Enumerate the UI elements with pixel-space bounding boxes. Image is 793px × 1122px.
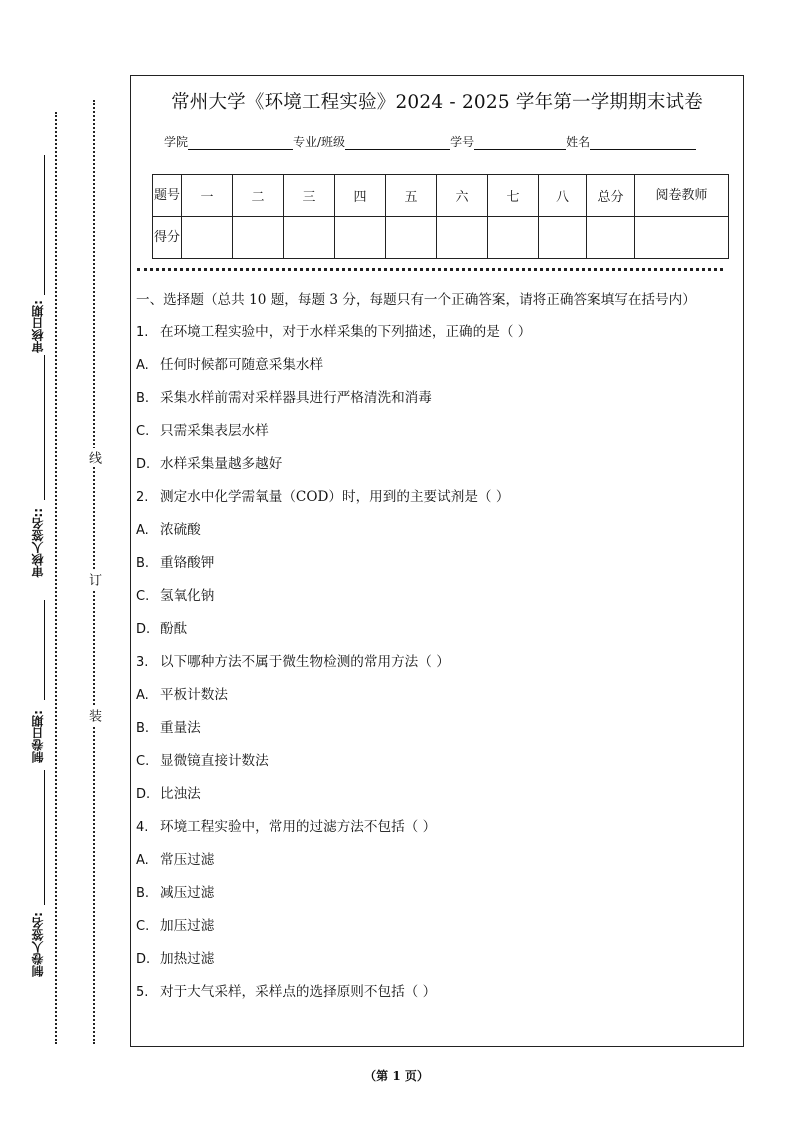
option-text: 重铬酸钾 xyxy=(160,555,215,571)
option-text: 任何时候都可随意采集水样 xyxy=(160,357,324,373)
answer-option[interactable] xyxy=(136,514,735,547)
option-text: 酚酞 xyxy=(160,621,188,637)
option-text: 常压过滤 xyxy=(160,852,215,868)
questions-content xyxy=(136,289,735,1009)
college-label: 学院 xyxy=(164,135,189,149)
answer-option[interactable] xyxy=(136,448,735,481)
binding-char-line: 线 xyxy=(86,448,100,467)
exam-frame xyxy=(130,75,744,1047)
question-number: 1. xyxy=(136,325,149,340)
option-key: D. xyxy=(136,622,151,637)
score-cell-8[interactable] xyxy=(539,217,587,259)
option-text: 氢氧化钠 xyxy=(160,588,215,604)
answer-option[interactable] xyxy=(136,349,735,382)
option-text: 重量法 xyxy=(160,720,201,736)
row-head-question-number: 题号 xyxy=(153,175,182,217)
option-key: C. xyxy=(136,754,150,769)
question-number: 5. xyxy=(136,985,149,1000)
reviewer-sign-underline[interactable] xyxy=(44,355,45,500)
prepare-date-underline[interactable] xyxy=(44,600,45,700)
option-text: 只需采集表层水样 xyxy=(160,423,269,439)
header-separator xyxy=(137,268,723,271)
col-1: 一 xyxy=(182,175,233,217)
question-text: 以下哪种方法不属于微生物检测的常用方法（ ） xyxy=(160,654,450,670)
option-key: C. xyxy=(136,589,150,604)
reviewer-sign-label: 审核人签名:: xyxy=(31,508,45,578)
score-cell-5[interactable] xyxy=(386,217,437,259)
col-3: 三 xyxy=(284,175,335,217)
question-number: 4. xyxy=(136,820,149,835)
exam-title: 常州大学《环境工程实验》2024 - 2025 学年第一学期期末试卷 xyxy=(171,92,703,113)
option-key: A. xyxy=(136,853,149,868)
option-text: 平板计数法 xyxy=(160,687,228,703)
answer-option[interactable] xyxy=(136,778,735,811)
question-text: 在环境工程实验中，对于水样采集的下列描述，正确的是（ ） xyxy=(160,324,532,340)
question-text: 测定水中化学需氧量（COD）时，用到的主要试剂是（ ） xyxy=(160,489,510,505)
col-7: 七 xyxy=(488,175,539,217)
option-text: 水样采集量越多越好 xyxy=(160,456,283,472)
answer-option[interactable] xyxy=(136,547,735,580)
col-5: 五 xyxy=(386,175,437,217)
option-text: 显微镜直接计数法 xyxy=(160,753,269,769)
answer-option[interactable] xyxy=(136,712,735,745)
col-total: 总分 xyxy=(587,175,635,217)
score-cell-2[interactable] xyxy=(233,217,284,259)
answer-option[interactable] xyxy=(136,844,735,877)
answer-option[interactable] xyxy=(136,613,735,646)
name-label: 姓名 xyxy=(566,135,591,149)
option-text: 减压过滤 xyxy=(160,885,215,901)
page-number: （第 1 页） xyxy=(364,1069,429,1083)
question-list xyxy=(136,316,735,1009)
student-id-label: 学号 xyxy=(450,135,475,149)
major-field[interactable] xyxy=(345,136,450,150)
question-stem xyxy=(136,811,735,844)
score-cell-4[interactable] xyxy=(335,217,386,259)
preparer-sign-underline[interactable] xyxy=(44,770,45,905)
question-stem xyxy=(136,976,735,1009)
score-cell-1[interactable] xyxy=(182,217,233,259)
answer-option[interactable] xyxy=(136,382,735,415)
question-stem xyxy=(136,316,735,349)
major-label: 专业/班级 xyxy=(293,135,346,149)
option-key: D. xyxy=(136,952,151,967)
col-8: 八 xyxy=(539,175,587,217)
option-key: A. xyxy=(136,358,149,373)
score-cell-6[interactable] xyxy=(437,217,488,259)
student-id-field[interactable] xyxy=(474,136,566,150)
review-date-label: 审核日期: xyxy=(31,300,45,353)
row-head-score: 得分 xyxy=(153,217,182,259)
section-heading: 一、选择题（总共 10 题，每题 3 分，每题只有一个正确答案，请将正确答案填写在括号内） xyxy=(136,292,696,308)
option-key: D. xyxy=(136,787,151,802)
option-text: 加热过滤 xyxy=(160,951,215,967)
option-text: 加压过滤 xyxy=(160,918,215,934)
option-key: B. xyxy=(136,556,150,571)
answer-option[interactable] xyxy=(136,910,735,943)
prepare-date-label: 制卷日期: xyxy=(31,710,45,763)
question-stem xyxy=(136,481,735,514)
review-date-underline[interactable] xyxy=(44,155,45,295)
option-text: 采集水样前需对采样器具进行严格清洗和消毒 xyxy=(160,390,432,406)
binding-char-bind: 订 xyxy=(86,570,100,589)
answer-option[interactable] xyxy=(136,580,735,613)
col-grader: 阅卷教师 xyxy=(635,175,729,217)
col-4: 四 xyxy=(335,175,386,217)
preparer-sign-label: 制卷人签名: xyxy=(31,912,45,977)
student-info-row xyxy=(164,133,696,150)
answer-option[interactable] xyxy=(136,877,735,910)
option-key: D. xyxy=(136,457,151,472)
answer-option[interactable] xyxy=(136,415,735,448)
col-6: 六 xyxy=(437,175,488,217)
option-text: 浓硫酸 xyxy=(160,522,201,538)
option-key: B. xyxy=(136,391,150,406)
option-key: C. xyxy=(136,919,150,934)
question-text: 对于大气采样，采样点的选择原则不包括（ ） xyxy=(160,984,437,1000)
question-stem xyxy=(136,646,735,679)
option-key: A. xyxy=(136,688,149,703)
name-field[interactable] xyxy=(590,136,696,150)
answer-option[interactable] xyxy=(136,943,735,976)
score-cell-total[interactable] xyxy=(587,217,635,259)
question-text: 环境工程实验中，常用的过滤方法不包括（ ） xyxy=(160,819,437,835)
option-key: B. xyxy=(136,721,150,736)
question-number: 2. xyxy=(136,490,149,505)
score-cell-7[interactable] xyxy=(488,217,539,259)
option-key: C. xyxy=(136,424,150,439)
score-table xyxy=(152,174,729,259)
option-text: 比浊法 xyxy=(160,786,201,802)
question-number: 3. xyxy=(136,655,149,670)
score-cell-3[interactable] xyxy=(284,217,335,259)
left-dotted-line xyxy=(55,112,57,1044)
score-cell-grader[interactable] xyxy=(635,217,729,259)
option-key: A. xyxy=(136,523,149,538)
binding-char-install: 装 xyxy=(86,706,100,725)
col-2: 二 xyxy=(233,175,284,217)
option-key: B. xyxy=(136,886,150,901)
answer-option[interactable] xyxy=(136,745,735,778)
answer-option[interactable] xyxy=(136,679,735,712)
college-field[interactable] xyxy=(188,136,293,150)
